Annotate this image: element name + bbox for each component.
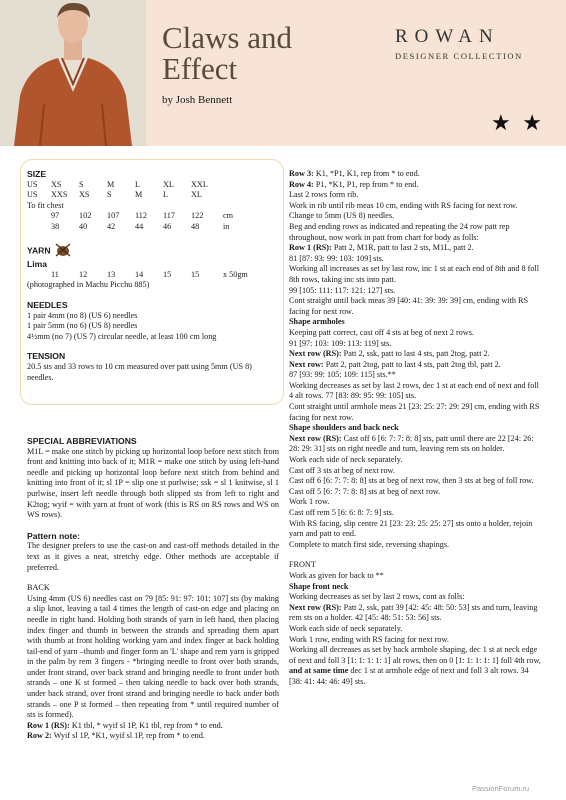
right-column — [289, 169, 543, 688]
rib-note: Last 2 rows form rib. — [289, 190, 359, 200]
byline: by Josh Bennett — [162, 94, 233, 106]
armhole-decreases: Working decreases as set by last 2 rows, dec 1 st at each end of next and foll 4 alt rows. 77 [83: 89: 95: 99: 105] sts. — [289, 380, 539, 401]
model-illustration — [0, 0, 146, 146]
chest-row-cm: 97 102 107 112 117 122 cm — [51, 211, 234, 221]
stitch-count-2: 99 [105: 111: 117: 121: 127] sts. — [289, 285, 396, 295]
row-4: Row 4: P1, *K1, P1, rep from * to end. — [289, 179, 419, 189]
rib-length: Work in rib until rib meas 10 cm, ending with RS facing for next row. — [289, 200, 518, 210]
front-heading: FRONT — [289, 560, 316, 570]
cast-off-rem: Cast off rem 5 [6: 6: 8: 7: 9] sts. — [289, 508, 394, 517]
back-row-1: Row 1 (RS): K1 tbl, * wyif sl 1P, K1 tbl, rep from * to end. — [27, 720, 223, 730]
size-table — [27, 180, 208, 201]
needles-heading: NEEDLES — [27, 299, 68, 310]
chest-table — [51, 211, 233, 232]
title-line-1: Claws and — [162, 20, 293, 55]
brand-logo: ROWAN — [395, 26, 500, 47]
model-photo — [0, 0, 146, 146]
size-row-us-alt: US XXS XS S M L XL — [27, 190, 202, 200]
armhole-cast-off: Keeping patt correct, cast off 4 sts at beg of next 2 rows. — [289, 327, 474, 337]
difficulty-rating: ★ ★ — [491, 110, 545, 135]
pattern-note-text: The designer prefers to use the cast-on and cast-off methods detailed in the text as it gives a neat, stretchy edge. Other methods are acceptable if preferred. — [27, 541, 279, 572]
brand-subtitle: DESIGNER COLLECTION — [395, 51, 523, 61]
neck-cast-off-1: Cast off 3 sts at beg of next row. — [289, 465, 395, 475]
needle-change: Change to 5mm (US 8) needles. — [289, 211, 395, 221]
front-neck-shaping: Working all decreases as set by back armhole shaping, dec 1 st at neck edge of next and foll 3 [1: 1: 1: 1: 1] alt rows, then on 0 [1: 1: 1: 1: 1] foll 4th row, and at same time dec 1 st at armhole edge of next and foll 3 alt rows. 34 [38: 41: 44: 46: 49] sts. — [289, 645, 541, 686]
yarn-amounts: 11 12 13 14 15 15 x 50gm — [51, 269, 248, 279]
back-heading: BACK — [27, 583, 50, 593]
front-next-row: Next row (RS): Patt 2, ssk, patt 39 [42: 45: 48: 50: 53] sts and turn, leaving rem sts on a holder. 42 [45: 48: 51: 53: 56] sts. — [289, 602, 538, 623]
neck-separate: Work each side of neck separately. — [289, 455, 403, 465]
left-column — [27, 436, 279, 742]
stitch-count-4: 87 [93: 99: 105: 109: 115] sts.** — [289, 370, 396, 380]
yarn-name: Lima — [27, 259, 48, 270]
shape-armholes-heading: Shape armholes — [289, 317, 345, 327]
row-3: Row 3: K1, *P1, K1, rep from * to end. — [289, 169, 420, 178]
front-as-back: Work as given for back to ** — [289, 570, 384, 580]
shape-front-neck-heading: Shape front neck — [289, 581, 349, 591]
chart-row-1: Row 1 (RS): Patt 2, M1R, patt to last 2 sts, M1L, patt 2. — [289, 243, 474, 253]
size-heading: SIZE — [27, 169, 47, 179]
work-one-row: Work 1 row. — [289, 497, 330, 507]
needles-line-3: 4½mm (no 7) (US 7) circular needle, at least 100 cm long — [27, 331, 217, 341]
chart-instruction: Beg and ending rows as indicated and repeating the 24 row patt rep throughout, now work in patt from chart for body as folls: — [289, 221, 510, 242]
yarn-ball-icon — [53, 243, 73, 260]
chest-row-in: 38 40 42 44 46 48 in — [51, 221, 230, 231]
back-row-2: Row 2: Wyif sl 1P, *K1, wyif sl 1P, rep from * to end. — [27, 731, 205, 741]
pattern-note-heading: Pattern note: — [27, 530, 80, 541]
special-abbr-heading: SPECIAL ABBREVIATIONS — [27, 436, 137, 446]
increase-instruction: Working all increases as set by last row, inc 1 st at each end of 8th and 8 foll 8th rows, taking inc sts into patt. — [289, 264, 540, 284]
tension-text: 20.5 sts and 33 rows to 10 cm measured over patt using 5mm (US 8) needles. — [27, 361, 252, 382]
centre-sts: With RS facing, slip centre 21 [23: 23: 25: 25: 27] sts onto a holder, rejoin yarn and patt to end. — [289, 518, 533, 539]
watermark: PassionForum.ru — [472, 784, 530, 793]
neck-cast-off-3: Cast off 5 [6: 7: 7: 8: 8] sts at beg of next row. — [289, 486, 441, 496]
back-cast-on-text: Using 4mm (US 6) needles cast on 79 [85: 91: 97: 101: 107] sts (by making a slip knot, leaving a tail 4 times the length of cast-on edge and placing on needle in right hand. Holding both strands of yarn in left hand, then placing index finger and thumb in between the strands and spreading them apart with thumb at front holding working yarn and index finger at back holding tail-end of yarn –thumb and finger form an 'L' shape and rem yarn is gripped in the palm by rem 3 fingers - *bringing needle to front over both strands, under front strand, over back strand and bringing needle to front under both strands – one K st formed – then taking needle to back over both strands, under back strand, over front strand and bringing needle to back under both strands – one P st formed – then repeating from * until required number of sts is formed). — [27, 593, 279, 720]
stitch-count-1: 81 [87: 93: 99: 103: 109] sts. — [289, 253, 384, 263]
title-line-2: Effect — [162, 51, 238, 86]
yarn-heading: YARN — [27, 243, 279, 260]
front-neck-separate: Work each side of neck separately. — [289, 623, 403, 633]
yarn-table — [51, 270, 248, 281]
fit-label: To fit chest — [27, 200, 64, 210]
next-row-rs: Next row (RS): Patt 2, ssk, patt to last 4 sts, patt 2tog, patt 2. — [289, 349, 490, 359]
size-section — [27, 169, 279, 383]
special-abbr-text: M1L = make one stitch by picking up horizontal loop before next stitch from front and knitting into back of it; M1R = make one stitch by using left-hand needle and picking up horizontal loop before next stitch from behind and knitting into front of it; sl 1P = slip one st purlwise; ssk = sl 1 knitwise, sl 1 purlwise, insert left needle through both slipped sts from left to right and K2tog; wyif = with yarn at front of work (this is RS on RS rows and WS on WS rows). — [27, 446, 279, 520]
needles-line-2: 1 pair 5mm (no 6) (US 8) needles — [27, 321, 138, 331]
size-row-us: US XS S M L XL XXL — [27, 179, 208, 189]
yarn-note: (photographed in Machu Picchu 885) — [27, 280, 150, 290]
pattern-title — [162, 22, 292, 84]
next-row: Next row: Patt 2, patt 2tog, patt to last 4 sts, patt 2tog tbl, patt 2. — [289, 359, 501, 369]
needles-line-1: 1 pair 4mm (no 8) (US 6) needles — [27, 310, 138, 320]
armhole-length: Cont straight until armhole meas 21 [23: 25: 27: 29: 29] cm, ending with RS facing for next row. — [289, 402, 540, 422]
front-work-one-row: Work 1 row, ending with RS facing for next row. — [289, 634, 449, 644]
front-decreases: Working decreases as set by last 2 rows, cont as folls: — [289, 592, 465, 602]
complete-match: Complete to match first side, reversing shapings. — [289, 539, 450, 549]
shoulder-next-row: Next row (RS): Cast off 6 [6: 7: 7: 8: 8] sts, patt until there are 22 [24: 26: 28: 29: 31] sts on right needle and turn, leaving rem sts on holder. — [289, 433, 534, 454]
neck-cast-off-2: Cast off 6 [6: 7: 7: 8: 8] sts at beg of next row, then 3 sts at beg of foll row. — [289, 476, 534, 486]
stitch-count-3: 91 [97: 103: 109: 113: 119] sts. — [289, 338, 392, 348]
shape-shoulders-heading: Shape shoulders and back neck — [289, 423, 399, 433]
back-length: Cont straight until back meas 39 [40: 41: 39: 39: 39] cm, ending with RS facing for next row. — [289, 296, 529, 316]
tension-heading: TENSION — [27, 351, 66, 362]
